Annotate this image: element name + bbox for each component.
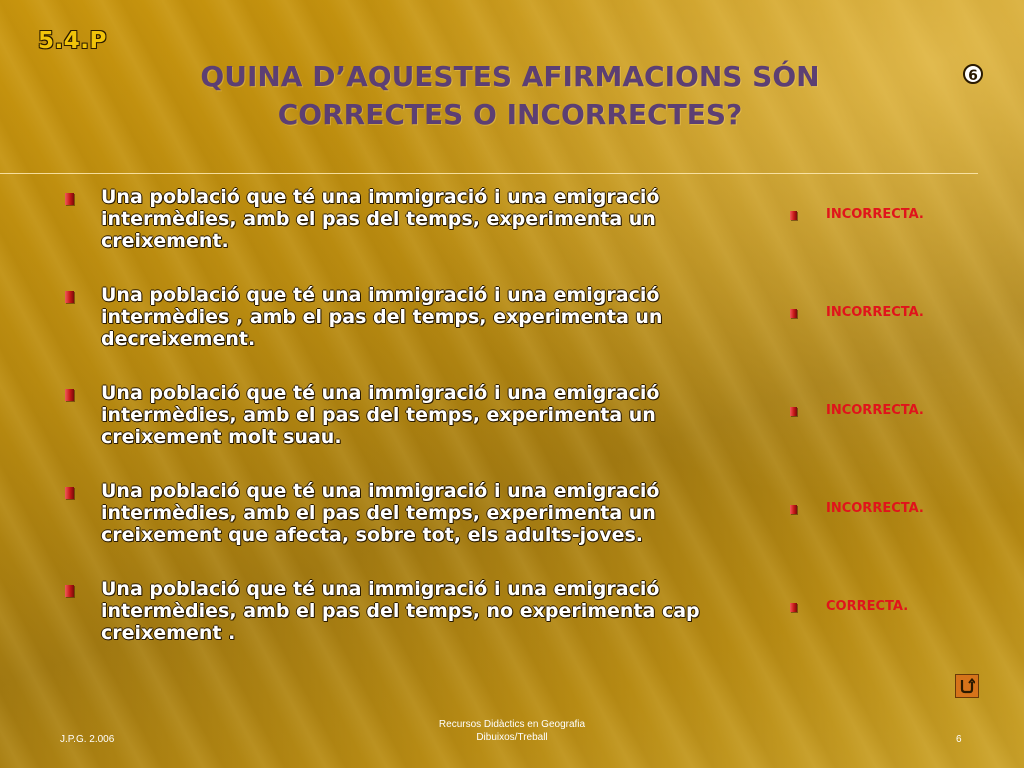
footer-author: J.P.G. 2.006 (60, 734, 115, 745)
footer-source (412, 718, 612, 744)
statement-3: Una població que té una immigració i una emigració intermèdies, amb el pas del temps, experimenta un creixement molt suau. (101, 382, 660, 448)
bullet-icon (65, 389, 74, 401)
answer-3: INCORRECTA. (826, 403, 924, 418)
answer-4: INCORRECTA. (826, 501, 924, 516)
statement-1: Una població que té una immigració i una emigració intermèdies, amb el pas del temps, experimenta un creixement. (101, 186, 660, 252)
footer-page-number: 6 (956, 734, 962, 745)
answer-bullet-icon (790, 309, 797, 318)
bullet-icon (65, 585, 74, 597)
bullet-icon (65, 291, 74, 303)
bullet-icon (65, 487, 74, 499)
title-divider (0, 173, 978, 174)
footer-source-line1: Recursos Didàctics en Geografia (438, 719, 586, 730)
slide-code: 5.4.P (38, 28, 107, 54)
slide-title: QUINA D’AQUESTES AFIRMACIONS SÓN CORRECTES O INCORRECTES? (200, 60, 820, 131)
answer-bullet-icon (790, 505, 797, 514)
return-button[interactable] (955, 674, 979, 698)
return-arrow-icon (959, 678, 975, 694)
statement-2: Una població que té una immigració i una emigració intermèdies , amb el pas del temps, experimenta un decreixement. (101, 284, 663, 350)
slide-number-badge-icon: 6 (963, 64, 983, 84)
statement-5: Una població que té una immigració i una emigració intermèdies, amb el pas del temps, no experimenta cap creixement . (101, 578, 700, 644)
answer-5: CORRECTA. (826, 599, 909, 614)
bullet-icon (65, 193, 74, 205)
answer-bullet-icon (790, 211, 797, 220)
answer-bullet-icon (790, 407, 797, 416)
answer-1: INCORRECTA. (826, 207, 924, 222)
footer-source-line2: Dibuixos/Treball (476, 732, 548, 743)
answer-bullet-icon (790, 603, 797, 612)
statement-4: Una població que té una immigració i una emigració intermèdies, amb el pas del temps, experimenta un creixement que afecta, sobre tot, els adults-joves. (101, 480, 660, 546)
answer-2: INCORRECTA. (826, 305, 924, 320)
